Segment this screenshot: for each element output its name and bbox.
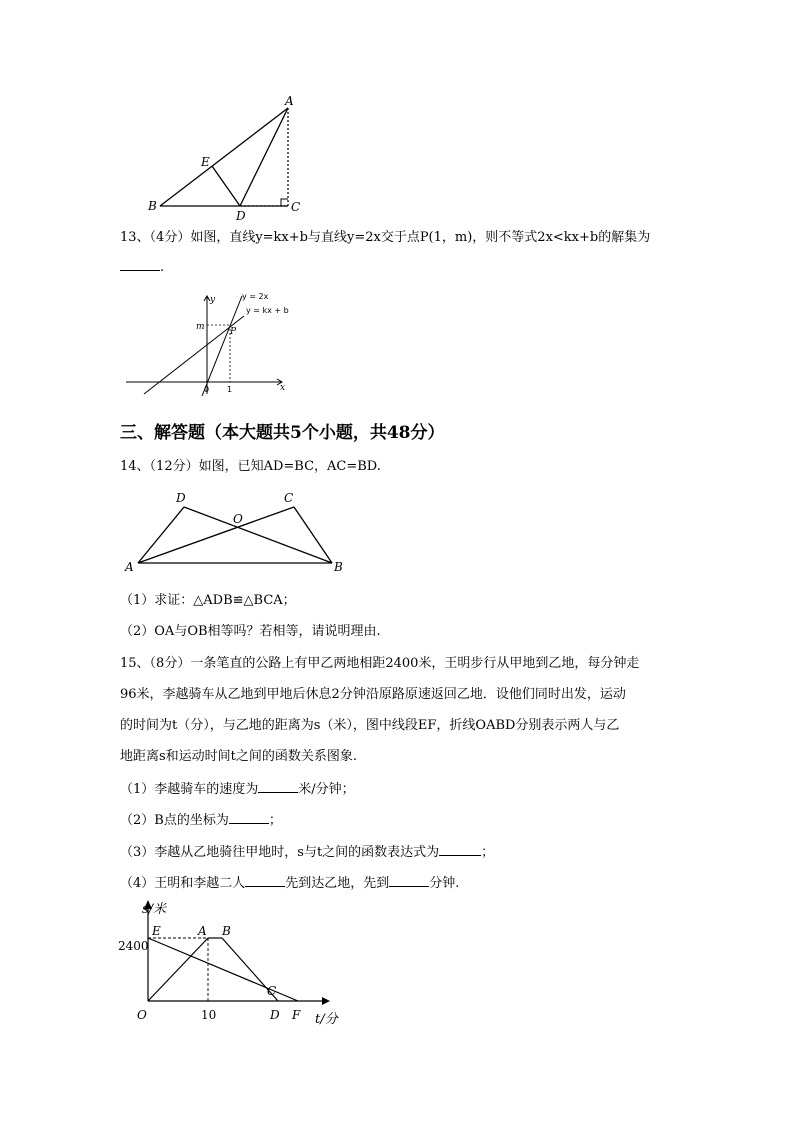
q15-part2	[120, 811, 282, 830]
q15-part3-blank[interactable]	[439, 843, 481, 856]
q15-part3	[120, 843, 494, 862]
q15-part3-end: ；	[481, 845, 495, 860]
q15-line3: 的时间为t（分），与乙地的距离为s（米），图中线段EF，折线OABD分别表示两人与乙	[120, 718, 620, 733]
q15-part3-text: （3）李越从乙地骑往甲地时，s与t之间的函数表达式为	[120, 845, 440, 860]
x-axis-arrow	[322, 997, 330, 1005]
line-y-2x	[202, 296, 242, 396]
label-x: x	[280, 383, 286, 393]
label-C: C	[267, 984, 277, 998]
segment-AD	[240, 108, 288, 206]
segment-CB	[294, 507, 332, 563]
q15-part4-text: （4）王明和李越二人	[120, 876, 246, 891]
label-B: B	[334, 560, 343, 574]
label-B: B	[222, 924, 231, 938]
label-O: O	[137, 1008, 147, 1022]
label-B: B	[148, 199, 157, 213]
graph-figure-2	[124, 290, 304, 400]
q15-part2-text: （2）B点的坐标为	[120, 813, 229, 828]
label-y: y	[210, 295, 216, 305]
q13-answer-line	[120, 258, 164, 277]
q15-part1-blank[interactable]	[258, 780, 298, 793]
label-E: E	[152, 924, 161, 938]
label-F: F	[292, 1008, 301, 1022]
q13-tail: .	[160, 260, 165, 275]
label-D: D	[270, 1008, 280, 1022]
question-14: 14、（12分）如图，已知AD=BC，AC=BD.	[120, 459, 381, 474]
quadrilateral-figure-3	[122, 487, 352, 579]
label-origin: 0	[204, 385, 210, 394]
q13-answer-blank[interactable]	[120, 258, 160, 271]
q15-part4-blank-2[interactable]	[389, 874, 429, 887]
label-one: 1	[227, 385, 233, 394]
q15-line2: 96米，李越骑车从乙地到甲地后休息2分钟沿原路原速返回乙地．设他们同时出发，运动	[120, 687, 626, 702]
label-C: C	[284, 491, 294, 505]
q15-line1: 15、（8分）一条笔直的公路上有甲乙两地相距2400米，王明步行从甲地到乙地，每分钟走	[120, 656, 640, 671]
segment-AB	[160, 108, 288, 206]
q13-text: 13、（4分）如图，直线y=kx+b与直线y=2x交于点P(1，m)，则不等式2x<kx+b的解集为	[120, 230, 651, 245]
label-2400: 2400	[118, 939, 149, 953]
label-line-2x: y = 2x	[242, 292, 269, 301]
q15-part4-mid: 先到达乙地，先到	[285, 876, 390, 891]
label-A: A	[198, 924, 207, 938]
triangle-figure-1	[140, 90, 310, 225]
q15-part1	[120, 780, 355, 799]
label-line-kxb: y = kx + b	[246, 306, 289, 315]
label-m: m	[196, 322, 205, 332]
label-A: A	[125, 560, 134, 574]
q15-part4-blank-1[interactable]	[245, 874, 285, 887]
q15-part4	[120, 874, 459, 893]
label-E: E	[201, 155, 210, 169]
segment-OA	[148, 938, 208, 1001]
label-ylabel: s/米	[142, 902, 167, 917]
label-xlabel: t/分	[315, 1012, 338, 1027]
label-A: A	[285, 94, 294, 108]
q14-part2: （2）OA与OB相等吗？若相等，请说明理由.	[120, 624, 381, 639]
label-C: C	[291, 200, 301, 214]
segment-DB	[184, 507, 332, 563]
section-heading: 三、解答题（本大题共5个小题，共48分）	[120, 423, 445, 443]
label-D: D	[176, 491, 186, 505]
q15-part4-end: 分钟.	[429, 876, 460, 891]
question-13	[120, 229, 650, 247]
label-O: O	[233, 512, 243, 526]
label-P: P	[230, 327, 237, 337]
label-D: D	[236, 209, 246, 223]
right-angle-mark	[281, 199, 288, 206]
graph-figure-4	[112, 895, 357, 1025]
q15-part2-blank[interactable]	[229, 811, 269, 824]
q15-part1-text: （1）李越骑车的速度为	[120, 782, 259, 797]
label-10: 10	[201, 1008, 217, 1022]
q15-line4: 地距离s和运动时间t之间的函数关系图象.	[120, 749, 358, 764]
segment-ED	[212, 166, 240, 206]
q15-part2-end: ；	[268, 813, 282, 828]
q15-part1-unit: 米/分钟；	[298, 782, 355, 797]
q14-part1: （1）求证：△ADB≌△BCA；	[120, 593, 296, 608]
